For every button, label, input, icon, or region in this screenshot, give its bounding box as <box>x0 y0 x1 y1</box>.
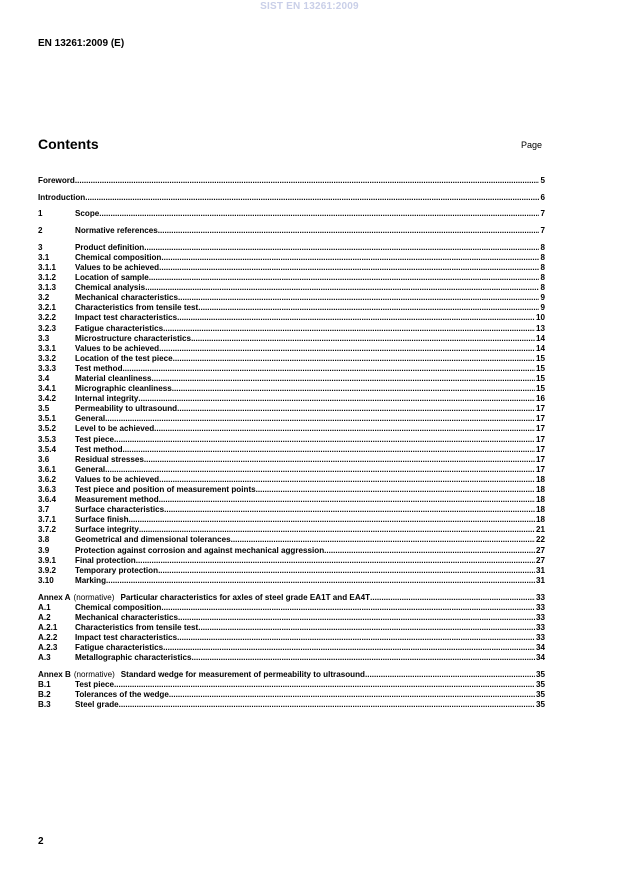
toc-entry-title: Foreword <box>38 176 75 185</box>
toc-entry[interactable] <box>38 334 545 344</box>
toc-entry-title: Values to be achieved <box>75 474 160 484</box>
toc-entry-number: 3.6.2 <box>38 474 57 484</box>
toc-entry-number: 3.4.1 <box>38 384 57 394</box>
toc-entry-number: 3.9.2 <box>38 565 57 575</box>
toc-entry-title: Mechanical characteristics <box>75 612 179 622</box>
document-id: EN 13261:2009 (E) <box>38 38 125 49</box>
toc-entry-page: 17 <box>535 424 545 434</box>
toc-dot-leader <box>145 283 539 293</box>
toc-entry[interactable] <box>38 505 545 515</box>
toc-entry[interactable] <box>38 566 545 576</box>
toc-entry-number: 3.3.3 <box>38 363 57 373</box>
toc-entry[interactable] <box>38 253 545 263</box>
toc-entry-title: Test piece <box>75 434 114 444</box>
toc-dot-leader <box>106 576 535 586</box>
toc-entry-page: 7 <box>540 226 545 236</box>
toc-entry-title: Micrographic cleanliness <box>75 384 172 394</box>
toc-entry[interactable] <box>38 324 545 334</box>
toc-entry-number: 3.2.3 <box>38 323 57 333</box>
toc-entry-page: 8 <box>540 262 545 272</box>
toc-entry-number: 3.3 <box>38 333 50 343</box>
toc-dot-leader <box>191 334 535 344</box>
toc-entry-page: 8 <box>540 273 545 283</box>
toc-entry-page: 27 <box>535 555 545 565</box>
toc-dot-leader <box>324 546 535 556</box>
footer-page-number: 2 <box>38 836 44 847</box>
toc-entry-page: 17 <box>535 454 545 464</box>
toc-entry-number: A.2 <box>38 612 51 622</box>
toc-entry-number: 3.3.2 <box>38 353 57 363</box>
toc-dot-leader <box>129 515 535 525</box>
toc-entry[interactable] <box>38 576 545 586</box>
toc-entry-number: 3.1.3 <box>38 283 57 293</box>
toc-entry-title: Test piece and position of measurement points <box>75 485 256 494</box>
toc-entry-page: 18 <box>535 505 545 515</box>
toc-entry-page: 17 <box>535 414 545 424</box>
toc-entry[interactable] <box>38 495 545 505</box>
toc-entry[interactable] <box>38 243 545 253</box>
toc-entry-page: 35 <box>535 700 545 710</box>
toc-entry-title: Protection against corrosion and against mechanical aggression <box>75 545 325 555</box>
toc-entry-number: 3.5.4 <box>38 444 57 454</box>
toc-entry-page: 17 <box>535 404 545 414</box>
toc-entry-page: 7 <box>540 209 545 219</box>
toc-entry-page: 33 <box>535 602 545 612</box>
toc-entry[interactable] <box>38 525 545 535</box>
toc-dot-leader <box>177 633 535 643</box>
toc-entry-title: Residual stresses <box>75 454 144 464</box>
toc-entry[interactable] <box>38 193 545 203</box>
toc-entry[interactable] <box>38 384 545 394</box>
toc-entry-page: 35 <box>535 669 545 679</box>
toc-entry-page: 18 <box>535 495 545 505</box>
toc-entry-number: 3.7 <box>38 505 50 515</box>
toc-entry-title: Chemical analysis <box>75 283 146 293</box>
toc-entry-title: Characteristics from tensile test <box>75 303 199 313</box>
toc-entry-title: Values to be achieved <box>75 343 160 353</box>
toc-entry-number: 3.6 <box>38 454 50 464</box>
toc-entry-number: 2 <box>38 226 43 236</box>
toc-entry-page: 5 <box>540 176 545 185</box>
toc-entry-number: 3.7.1 <box>38 515 57 525</box>
toc-entry-page: 17 <box>535 464 545 474</box>
toc-dot-leader <box>75 176 540 186</box>
toc-entry[interactable] <box>38 303 545 313</box>
toc-entry-page: 33 <box>535 622 545 632</box>
toc-entry-title: Fatigue characteristics <box>75 323 164 333</box>
toc-entry-number: 3.2.1 <box>38 303 57 313</box>
toc-entry-number: A.1 <box>38 602 51 612</box>
table-of-contents <box>38 176 545 710</box>
toc-entry[interactable] <box>38 653 545 663</box>
toc-entry-page: 16 <box>535 394 545 404</box>
toc-entry[interactable] <box>38 283 545 293</box>
toc-entry-title: Surface finish <box>75 515 129 525</box>
toc-entry-title: Impact test characteristics <box>75 632 178 642</box>
toc-dot-leader <box>159 475 535 485</box>
toc-entry-title: Marking <box>75 575 107 585</box>
toc-entry[interactable] <box>38 623 545 633</box>
toc-entry[interactable] <box>38 455 545 465</box>
toc-dot-leader <box>178 613 535 623</box>
toc-entry-page: 35 <box>535 679 545 689</box>
toc-dot-leader <box>256 485 535 495</box>
toc-entry-number: 3.9 <box>38 545 50 555</box>
toc-dot-leader <box>123 445 535 455</box>
toc-entry[interactable] <box>38 176 545 186</box>
toc-entry-page: 31 <box>535 565 545 575</box>
toc-entry-number: 3 <box>38 242 43 252</box>
toc-entry-page: 31 <box>535 575 545 585</box>
toc-entry-title: General <box>75 464 106 474</box>
toc-entry-number: 3.6.1 <box>38 464 57 474</box>
toc-entry-title: Material cleanliness <box>75 373 152 383</box>
toc-dot-leader <box>105 465 535 475</box>
toc-dot-leader <box>231 535 535 545</box>
toc-entry-number: 3.4 <box>38 373 50 383</box>
toc-entry-number: 3.2.2 <box>38 313 57 323</box>
toc-dot-leader <box>114 680 535 690</box>
toc-entry-title: Chemical composition <box>75 252 162 262</box>
toc-entry[interactable] <box>38 485 545 495</box>
toc-dot-leader <box>99 209 539 219</box>
toc-entry[interactable] <box>38 700 545 710</box>
toc-entry[interactable] <box>38 680 545 690</box>
toc-entry-page: 18 <box>535 474 545 484</box>
toc-entry-page: 14 <box>535 333 545 343</box>
toc-entry-title: Test method <box>75 444 123 454</box>
toc-entry-number: 3.3.1 <box>38 343 57 353</box>
toc-entry[interactable] <box>38 354 545 364</box>
toc-dot-leader <box>192 653 535 663</box>
toc-entry[interactable] <box>38 263 545 273</box>
toc-entry[interactable] <box>38 556 545 566</box>
toc-entry-page: 15 <box>535 363 545 373</box>
toc-entry-page: 34 <box>535 653 545 663</box>
toc-annex-normative: (normative) <box>73 592 115 602</box>
toc-dot-leader <box>123 364 535 374</box>
toc-entry-number: 1 <box>38 209 43 219</box>
toc-dot-leader <box>178 293 539 303</box>
toc-entry-number: 3.2 <box>38 293 50 303</box>
toc-dot-leader <box>161 603 535 613</box>
toc-entry-title: Impact test characteristics <box>75 313 178 323</box>
toc-entry-number: B.1 <box>38 679 51 689</box>
toc-entry[interactable] <box>38 515 545 525</box>
toc-entry-title: General <box>75 414 106 424</box>
toc-entry-page: 14 <box>535 343 545 353</box>
toc-entry[interactable] <box>38 690 545 700</box>
toc-entry-title: Chemical composition <box>75 602 162 612</box>
toc-entry[interactable] <box>38 313 545 323</box>
toc-dot-leader <box>149 273 540 283</box>
toc-entry[interactable] <box>38 445 545 455</box>
toc-entry-title: Location of sample <box>75 273 149 283</box>
toc-entry[interactable] <box>38 404 545 414</box>
toc-entry[interactable] <box>38 424 545 434</box>
toc-dot-leader <box>158 226 540 236</box>
toc-dot-leader <box>158 566 535 576</box>
toc-entry-page: 33 <box>535 632 545 642</box>
toc-dot-leader <box>163 324 535 334</box>
toc-entry-page: 17 <box>535 444 545 454</box>
toc-annex-normative: (normative) <box>73 669 115 679</box>
toc-entry-page: 9 <box>540 293 545 303</box>
toc-dot-leader <box>163 643 535 653</box>
toc-entry-page: 15 <box>535 384 545 394</box>
toc-entry-title: Fatigue characteristics <box>75 643 164 652</box>
toc-entry[interactable] <box>38 226 545 236</box>
toc-entry-page: 17 <box>535 434 545 444</box>
toc-entry-title: Particular characteristics for axles of steel grade EA1T and EA4T <box>120 592 371 602</box>
page-column-label: Page <box>521 140 543 150</box>
toc-entry-title: Standard wedge for measurement of permeability to ultrasound <box>120 669 365 679</box>
toc-dot-leader <box>159 344 535 354</box>
toc-dot-leader <box>154 424 535 434</box>
toc-entry-title: Temporary protection <box>75 565 159 575</box>
toc-dot-leader <box>119 700 535 710</box>
toc-entry-number: B.3 <box>38 700 51 710</box>
toc-entry[interactable] <box>38 643 545 653</box>
toc-dot-leader <box>159 495 535 505</box>
toc-dot-leader <box>144 455 535 465</box>
toc-dot-leader <box>172 384 535 394</box>
toc-entry-title: Measurement method <box>75 495 159 505</box>
toc-entry-title: Surface characteristics <box>75 505 165 515</box>
toc-entry-page: 34 <box>535 643 545 652</box>
toc-entry-page: 10 <box>535 313 545 323</box>
toc-entry[interactable] <box>38 344 545 354</box>
toc-entry-number: 3.4.2 <box>38 394 57 404</box>
toc-entry[interactable] <box>38 209 545 219</box>
toc-entry-number: 3.6.4 <box>38 495 57 505</box>
toc-entry[interactable] <box>38 374 545 384</box>
toc-entry-page: 8 <box>540 242 545 252</box>
toc-entry-page: 15 <box>535 353 545 363</box>
toc-entry-number: 3.10 <box>38 575 54 585</box>
toc-entry-number: 3.5.2 <box>38 424 57 434</box>
toc-entry-page: 33 <box>535 592 545 602</box>
toc-entry-number: A.2.3 <box>38 643 58 652</box>
toc-entry-title: Characteristics from tensile test <box>75 622 199 632</box>
toc-entry[interactable] <box>38 394 545 404</box>
toc-entry-number: 3.5 <box>38 404 50 414</box>
toc-entry-title: Normative references <box>75 226 158 236</box>
toc-dot-leader <box>177 404 535 414</box>
toc-entry[interactable] <box>38 414 545 424</box>
toc-dot-leader <box>151 374 535 384</box>
toc-dot-leader <box>173 354 535 364</box>
toc-dot-leader <box>139 525 535 535</box>
toc-entry-number: 3.6.3 <box>38 485 57 494</box>
toc-dot-leader <box>136 556 535 566</box>
toc-entry-title: Permeability to ultrasound <box>75 404 178 414</box>
toc-entry-number: 3.1.1 <box>38 262 57 272</box>
toc-entry-title: Introduction <box>38 192 86 202</box>
toc-entry-page: 18 <box>535 485 545 494</box>
toc-entry-page: 21 <box>535 525 545 535</box>
toc-entry[interactable] <box>38 273 545 283</box>
toc-entry-number: 3.9.1 <box>38 555 57 565</box>
toc-dot-leader <box>105 414 535 424</box>
toc-entry[interactable] <box>38 475 545 485</box>
toc-entry-title: Steel grade <box>75 700 119 710</box>
toc-annex-entry[interactable] <box>38 670 545 680</box>
toc-entry-title: Location of the test piece <box>75 353 173 363</box>
toc-entry-title: Scope <box>75 209 100 219</box>
toc-entry-page: 8 <box>540 283 545 293</box>
toc-entry-number: 3.8 <box>38 535 50 545</box>
toc-entry[interactable] <box>38 435 545 445</box>
toc-entry-title: Values to be achieved <box>75 262 160 272</box>
toc-entry-title: Tolerances of the wedge <box>75 689 169 699</box>
toc-entry-page: 6 <box>540 192 545 202</box>
toc-dot-leader <box>177 313 535 323</box>
toc-dot-leader <box>164 505 535 515</box>
toc-entry-page: 27 <box>535 545 545 555</box>
toc-entry-number: 3.7.2 <box>38 525 57 535</box>
toc-entry-page: 9 <box>540 303 545 313</box>
toc-entry-number: A.3 <box>38 653 51 663</box>
toc-entry-page: 8 <box>540 252 545 262</box>
toc-dot-leader <box>138 394 535 404</box>
toc-entry-title: Internal integrity <box>75 394 139 404</box>
toc-entry-number: A.2.2 <box>38 632 58 642</box>
toc-entry[interactable] <box>38 633 545 643</box>
toc-entry[interactable] <box>38 603 545 613</box>
toc-entry-number: Annex A <box>38 592 71 602</box>
toc-dot-leader <box>159 263 539 273</box>
toc-entry-page: 15 <box>535 373 545 383</box>
toc-dot-leader <box>198 303 539 313</box>
toc-entry-title: Microstructure characteristics <box>75 333 192 343</box>
toc-entry[interactable] <box>38 613 545 623</box>
toc-dot-leader <box>85 193 539 203</box>
toc-entry-page: 33 <box>535 612 545 622</box>
toc-entry-title: Test method <box>75 363 123 373</box>
toc-entry-title: Level to be achieved <box>75 424 155 434</box>
toc-entry-title: Product definition <box>75 242 145 252</box>
toc-entry[interactable] <box>38 546 545 556</box>
toc-entry-number: 3.5.1 <box>38 414 57 424</box>
contents-title: Contents <box>38 136 99 152</box>
toc-entry-number: 3.5.3 <box>38 434 57 444</box>
toc-entry-page: 22 <box>535 535 545 545</box>
toc-entry-page: 13 <box>535 323 545 333</box>
toc-entry-title: Test piece <box>75 679 114 689</box>
toc-entry-number: 3.1.2 <box>38 273 57 283</box>
toc-dot-leader <box>114 435 535 445</box>
toc-entry[interactable] <box>38 364 545 374</box>
toc-entry-number: Annex B <box>38 669 71 679</box>
toc-dot-leader <box>365 670 535 680</box>
toc-entry-number: 3.1 <box>38 252 50 262</box>
toc-entry-title: Final protection <box>75 555 136 565</box>
toc-dot-leader <box>198 623 535 633</box>
toc-dot-leader <box>169 690 535 700</box>
toc-dot-leader <box>370 593 535 603</box>
toc-entry-page: 35 <box>535 689 545 699</box>
toc-dot-leader <box>161 253 539 263</box>
toc-entry-title: Geometrical and dimensional tolerances <box>75 535 231 545</box>
toc-entry[interactable] <box>38 535 545 545</box>
toc-entry-number: B.2 <box>38 689 51 699</box>
toc-entry[interactable] <box>38 465 545 475</box>
watermark: SIST EN 13261:2009 <box>260 1 359 12</box>
toc-annex-entry[interactable] <box>38 593 545 603</box>
toc-entry-number: A.2.1 <box>38 622 58 632</box>
toc-entry[interactable] <box>38 293 545 303</box>
toc-entry-title: Metallographic characteristics <box>75 653 192 663</box>
toc-dot-leader <box>144 243 539 253</box>
toc-entry-title: Mechanical characteristics <box>75 293 179 303</box>
toc-entry-title: Surface integrity <box>75 525 139 535</box>
toc-entry-page: 18 <box>535 515 545 525</box>
